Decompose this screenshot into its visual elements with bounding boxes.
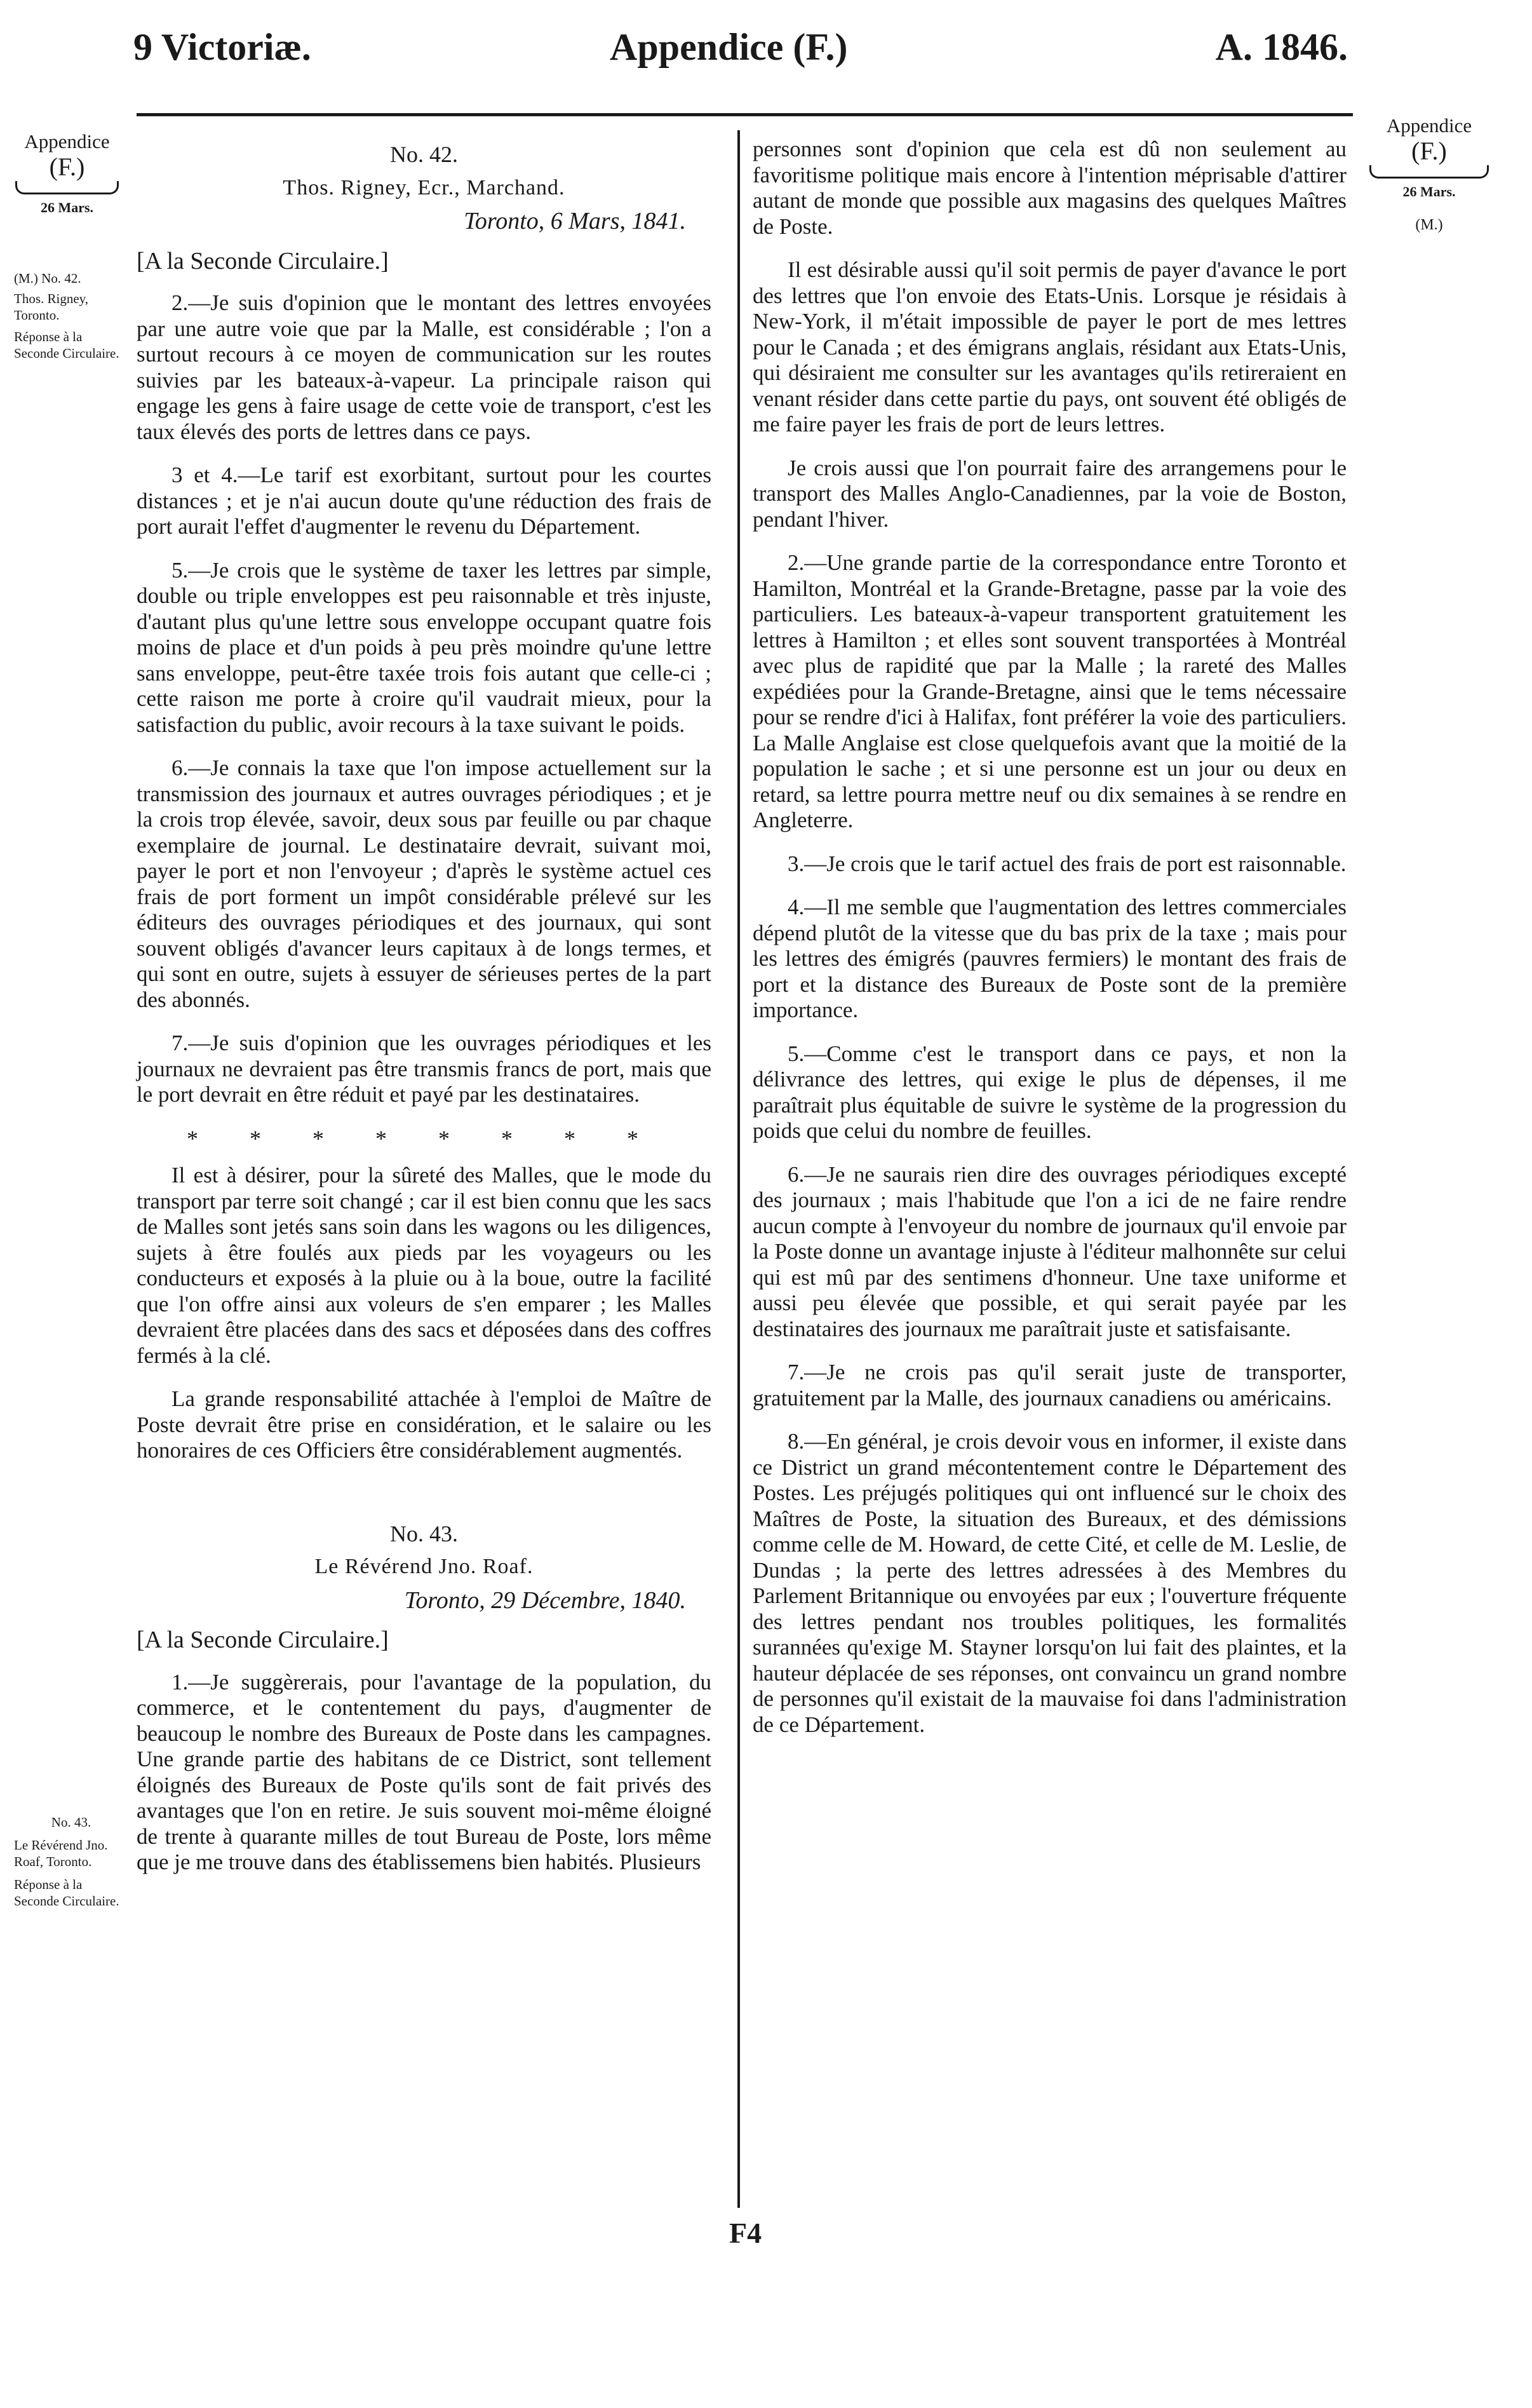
asterisk-separator: * * * * * * * * xyxy=(187,1125,661,1151)
letter-42-author: Thos. Rigney, Ecr., Marchand. xyxy=(283,175,565,200)
letter-43-para-boston: Je crois aussi que l'on pourrait faire des arrangemens pour le transport des Malles Anglo-Canadiennes, par la voie de Boston, pendant l'hiver. xyxy=(753,455,1347,532)
letter-43-number: No. 43. xyxy=(390,1520,458,1546)
right-margin-date: 26 Mars. xyxy=(1402,184,1456,200)
left-column xyxy=(137,137,711,1893)
right-margin-brace xyxy=(1369,165,1489,179)
letter-43-para-cont: personnes sont d'opinion que cela est dû non seulement au favoritisme politique mais encore à l'intention méprisable d'attirer autant de monde que possible aux magasins des quelques Maîtres de Poste. xyxy=(753,137,1347,239)
column-divider xyxy=(737,130,740,2208)
letter-42-para-6: 6.—Je connais la taxe que l'on impose actuellement sur la transmission des journaux et autres ouvrages périodiques ; et je la crois trop élevée, savoir, deux sous par feuille ou par chaque exemplaire de journal. Le destinataire devrait, suivant moi, payer le port et non l'envoyeur ; d'après le système actuel ces frais de port forment un impôt considérable prélevé sur les éditeurs des ouvrages périodiques et des journaux, qui sont souvent obligés d'avancer leurs capitaux à de longs termes, et qui sont en outre, sujets à essuyer de sérieuses pertes de la part des abonnés. xyxy=(137,755,711,1012)
letter-43-para-7: 7.—Je ne crois pas qu'il serait juste de transporter, gratuitement par la Malle, des journaux canadiens ou américains. xyxy=(753,1360,1347,1410)
letter-42-number: No. 42. xyxy=(390,142,458,167)
header-appendix: Appendice (F.) xyxy=(610,26,848,68)
right-column xyxy=(753,137,1347,1755)
left-margin-appendix xyxy=(11,130,123,217)
letter-42-para-5: 5.—Je crois que le système de taxer les lettres par simple, double ou triple enveloppes est peu raisonnable et très injuste, d'autant plus qu'une lettre sous enveloppe occupant quatre fois moins de place et d'un poids à peu près moindre qu'une lettre sans enveloppe, peut-être taxée trois fois autant que celle-ci ; cette raison me porte à croire qu'il vaudrait mieux, pour la satisfaction du public, avoir recours à la taxe suivant le poids. xyxy=(137,557,711,737)
margin-note-42-topic: Réponse à la Seconde Circulaire. xyxy=(14,329,119,361)
letter-43-para-2: 2.—Une grande partie de la correspondance entre Toronto et Hamilton, Montréal et la Grande-Bretagne, passe par la voie des particuliers. Les bateaux-à-vapeur transportent gratuitement les lettres à Hamilton ; et elles sont souvent transportées à Montréal avec plus de rapidité que par la Malle ; la rareté des Malles expédiées pour la Grande-Bretagne, ainsi que le tems nécessaire pour se rendre d'ici à Halifax, font préférer la voie des particuliers. La Malle Anglaise est close quelquefois avant que la moitié de la population le sache ; et si une personne est un jour ou deux en retard, sa lettre pourra mettre neuf ou dix semaines à se rendre en Angleterre. xyxy=(753,550,1347,832)
margin-note-42-number: (M.) No. 42. xyxy=(14,271,81,286)
letter-43-para-4: 4.—Il me semble que l'augmentation des lettres commerciales dépend plutôt de la vitesse que du bas prix de la taxe ; mais pour les lettres des émigrés (pauvres fermiers) le montant des frais de port et la distance des Bureaux de Poste sont de la première importance. xyxy=(753,895,1347,1022)
margin-note-43-topic: Réponse à la Seconde Circulaire. xyxy=(14,1877,119,1909)
letter-42-para-responsabilite: La grande responsabilité attachée à l'emploi de Maître de Poste devrait être prise en considération, et le salaire ou les honoraires de ces Officiers être considérablement augmentés. xyxy=(137,1386,711,1463)
letter-43-para-6: 6.—Je ne saurais rien dire des ouvrages périodiques excepté des journaux ; mais l'habitude que l'on a ici de ne faire rendre aucun compte à l'envoyeur du nombre de journaux qu'il envoie par la Poste donne un avantage injuste à l'éditeur malhonnête sur celui qui est mû par des sentimens d'honneur. Une taxe uniforme et aussi peu élevée que possible, et qui serait payée par les destinataires des journaux me paraîtrait juste et satisfaisante. xyxy=(753,1161,1347,1341)
margin-note-42 xyxy=(14,270,128,362)
page-signature: F4 xyxy=(729,2217,762,2249)
letter-43-place-date: Toronto, 29 Décembre, 1840. xyxy=(404,1586,686,1614)
header-rule xyxy=(137,113,1353,116)
margin-brace xyxy=(15,181,119,194)
letter-42-para-3-4: 3 et 4.—Le tarif est exorbitant, surtout pour les courtes distances ; et je n'ai aucun doute qu'une réduction des frais de port aurait l'effet d'augmenter le revenu du Département. xyxy=(137,463,711,539)
letter-43-para-prepaid: Il est désirable aussi qu'il soit permis de payer d'avance le port des lettres que l'on envoie des Etats-Unis. Lorsque je résidais à New-York, il m'était impossible de payer le port de mes lettres pour le Canada ; et des émigrans anglais, résidant aux Etats-Unis, qui désiraient me consulter sur les avantages qu'ils retireraient en venant résider dans cette partie du pays, ont souvent été obligés de me faire payer les frais de port de leurs lettres. xyxy=(753,257,1347,436)
margin-note-42-name: Thos. Rigney, Toronto. xyxy=(14,291,89,323)
margin-note-43 xyxy=(14,1814,128,1909)
right-margin-appendix xyxy=(1366,114,1493,234)
margin-note-43-number: No. 43. xyxy=(51,1815,91,1830)
margin-note-43-name: Le Révérend Jno. Roaf, Toronto. xyxy=(14,1837,108,1869)
margin-date: 26 Mars. xyxy=(40,200,94,215)
right-margin-f-label: (F.) xyxy=(1411,137,1447,165)
margin-appendice-label: Appendice xyxy=(24,130,110,152)
right-margin-appendice-label: Appendice xyxy=(1386,114,1472,137)
letter-43-para-5: 5.—Comme c'est le transport dans ce pays, et non la délivrance des lettres, qui exige le plus de dépenses, il me paraîtrait plus équitable de suivre le système de la progression du poids que celui du nombre de feuilles. xyxy=(753,1041,1347,1143)
right-margin-m: (M.) xyxy=(1415,217,1443,233)
letter-43-circular: [A la Seconde Circulaire.] xyxy=(137,1627,389,1653)
letter-43-para-3: 3.—Je crois que le tarif actuel des frais de port est raisonnable. xyxy=(788,851,1347,876)
letter-43-para-8: 8.—En général, je crois devoir vous en informer, il existe dans ce District un grand mécontentement contre le Département des Postes. Les préjugés politiques qui ont influencé sur le choix des Maîtres de Poste, la situation des Bureaux, et des démissions comme celle de M. Howard, de cette Cité, et celle de M. Leslie, de Dundas ; la perte des lettres adressées à des Membres du Parlement Britannique ou envoyées par eux ; l'ouverture fréquente des lettres pendant nos troubles politiques, les formalités surannées qu'exige M. Stayner lorsqu'on lui fait des plaintes, et la hauteur déplacée de ses réponses, ont convaincu un grand nombre de personnes qu'il existait de la mauvaise foi dans l'administration de ce Département. xyxy=(753,1429,1347,1737)
letter-43-author: Le Révérend Jno. Roaf. xyxy=(314,1555,534,1578)
letter-42-para-7: 7.—Je suis d'opinion que les ouvrages périodiques et les journaux ne devraient pas être transmis francs de port, mais que le port devrait en être réduit et payé par les destinataires. xyxy=(137,1031,711,1107)
margin-f-label: (F.) xyxy=(49,152,85,181)
letter-42-para-2: 2.—Je suis d'opinion que le montant des lettres envoyées par une autre voie que par la Malle, est considérable ; l'on a surtout recours à ce moyen de communication sur les routes suivies par les bateaux-à-vapeur. La principale raison qui engage les gens à faire usage de cette voie de transport, c'est les taux élevés des ports de lettres dans ce pays. xyxy=(137,290,711,444)
header-year: A. 1846. xyxy=(1215,26,1348,68)
letter-42-place-date: Toronto, 6 Mars, 1841. xyxy=(464,208,686,234)
header-volume: 9 Victoriæ. xyxy=(133,26,311,68)
letter-42-para-malles: Il est à désirer, pour la sûreté des Malles, que le mode du transport par terre soit changé ; car il est bien connu que les sacs de Malles sont jetés sans soin dans les wagons ou les diligences, sujets à être foulés aux pieds par les voyageurs ou les conducteurs et exposés à la pluie ou à la boue, outre la facilité que l'on offre ainsi aux voleurs de s'en emparer ; les Malles devraient être placées dans des sacs et déposées dans des coffres fermés à la clé. xyxy=(137,1163,711,1368)
letter-42-circular: [A la Seconde Circulaire.] xyxy=(137,247,389,274)
letter-43-para-1: 1.—Je suggèrerais, pour l'avantage de la population, du commerce, et le contentement du pays, d'augmenter de beaucoup le nombre des Bureaux de Poste dans les campagnes. Une grande partie des habitans de ce District, sont tellement éloignés des Bureaux de Poste qu'ils sont de fait privés des avantages que l'on en retire. Je suis souvent moi-même éloigné de trente à quarante milles de tout Bureau de Poste, lors même que je me trouve dans des établissemens bien habités. Plusieurs xyxy=(137,1669,711,1874)
